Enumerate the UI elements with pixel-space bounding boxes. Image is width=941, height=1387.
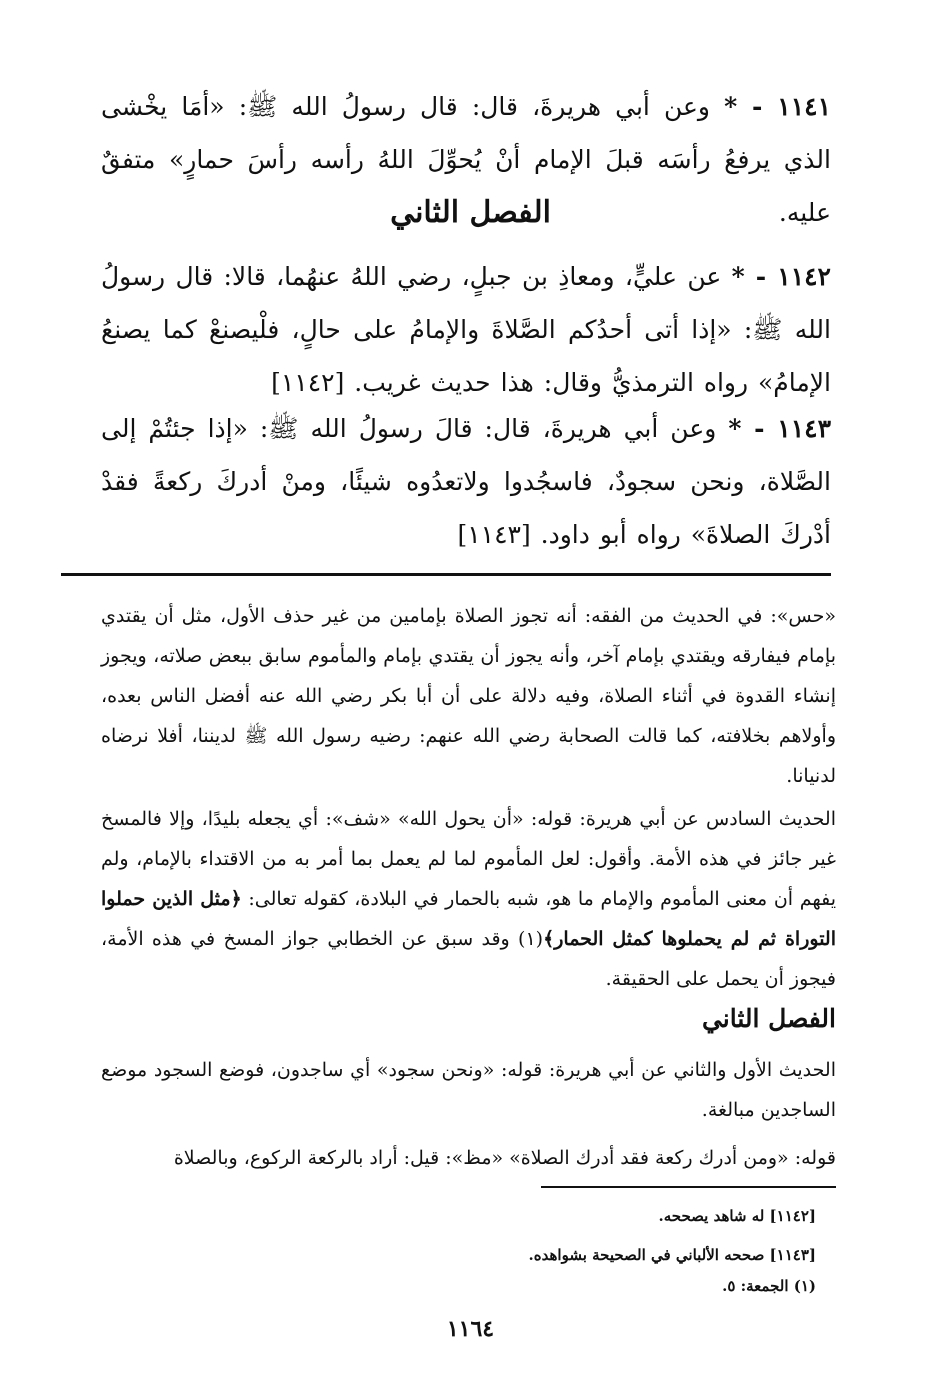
commentary-paragraph-4: قوله: «ومن أدرك ركعة فقد أدرك الصلاة» «مظ»: قيل: أراد بالركعة الركوع، وبالصلاة: [173, 1147, 836, 1169]
hadith-number: ١١٤٣ - *: [728, 414, 831, 443]
section-heading: الفصل الثاني: [390, 195, 551, 230]
quran-quote: ﴿مثل الذين حملوا التوراة ثم لم يحملوها كمثل الحمار﴾: [101, 888, 837, 950]
commentary-text: الحديث السادس عن أبي هريرة: قوله: «أن يحول الله» «شف»: أي يجعله بليدًا، وإلا فالمسخ غير جائز في هذه الأمة. وأقول: لعل المأموم لما لم يعمل بما أمر به من الاقتداء بالإمام، ولم يفهم أن معنى المأموم والإمام ما هو، شبه بالحمار في البلادة، كقوله تعالى:: [101, 808, 836, 910]
hadith-text: وعن أبي هريرةَ، قال: قال رسولُ الله ﷺ: «أمَا يخْشى الذي يرفعُ رأسَه قبلَ الإمام أنْ يُحوِّلَ اللهُ رأسه رأسَ حمارٍ» متفقٌ عليه.: [101, 92, 831, 227]
footnote-divider: [541, 1186, 836, 1188]
commentary-heading: الفصل الثاني: [701, 1004, 836, 1033]
hadith-text: عن عليٍّ، ومعاذِ بن جبلٍ، رضي اللهُ عنهُما، قالا: قال رسولُ الله ﷺ: «إذا أتى أحدُكم الصَّلاةَ والإمامُ على حالٍ، فلْيصنعْ كما يصنعُ الإمامُ» رواه الترمذيُّ وقال: هذا حديث غريب. [١١٤٢]: [101, 262, 831, 397]
page-number: ١١٦٤: [446, 1316, 495, 1342]
hadith-number: ١١٤١ - *: [724, 92, 832, 121]
hadith-1142: [101, 250, 831, 409]
footnote-1142: [١١٤٢] له شاهد يصححه.: [658, 1207, 816, 1225]
commentary-text: (١) وقد سبق عن الخطابي جواز المسخ في هذه الأمة، فيجوز أن يحمل على الحقيقة.: [101, 928, 836, 990]
footnote-1143: [١١٤٣] صححه الألباني في الصحيحة بشواهده.: [528, 1246, 816, 1264]
commentary-paragraph-3: الحديث الأول والثاني عن أبي هريرة: قوله: «ونحن سجود» أي ساجدون، فوضع السجود موضع الساجدين مبالغة.: [101, 1059, 836, 1121]
commentary-paragraph-2: [101, 799, 836, 999]
hadith-text: وعن أبي هريرةَ، قال: قالَ رسولُ الله ﷺ: «إذا جئتُمْ إلى الصَّلاة، ونحن سجودٌ، فاسجُدوا ولاتعدُوه شيئًا، ومنْ أدركَ ركعةً فقدْ أدْركَ الصلاةَ» رواه أبو داود. [١١٤٣]: [101, 414, 831, 549]
hadith-1143: [101, 402, 831, 561]
commentary-paragraph-1: «حس»: في الحديث من الفقه: أنه تجوز الصلاة بإمامين من غير حذف الأول، مثل أن يقتدي بإمام فيفارقه ويقتدي بإمام آخر، وأنه يجوز أن يقتدي بإمام والمأموم سابق ببعض صلاته، ويجوز إنشاء القدوة في أثناء الصلاة، وفيه دلالة على أن أبا بكر رضي الله عنه أفضل الناس بعده، وأولاهم بخلافته، كما قالت الصحابة رضي الله عنهم: رضيه رسول الله ﷺ لديننا، أفلا نرضاه لدنيانا.: [101, 605, 836, 787]
hadith-number: ١١٤٢ - *: [731, 262, 831, 291]
footnote-quran-ref: (١) الجمعة: ٥.: [722, 1277, 816, 1295]
commentary-divider: [61, 573, 831, 576]
